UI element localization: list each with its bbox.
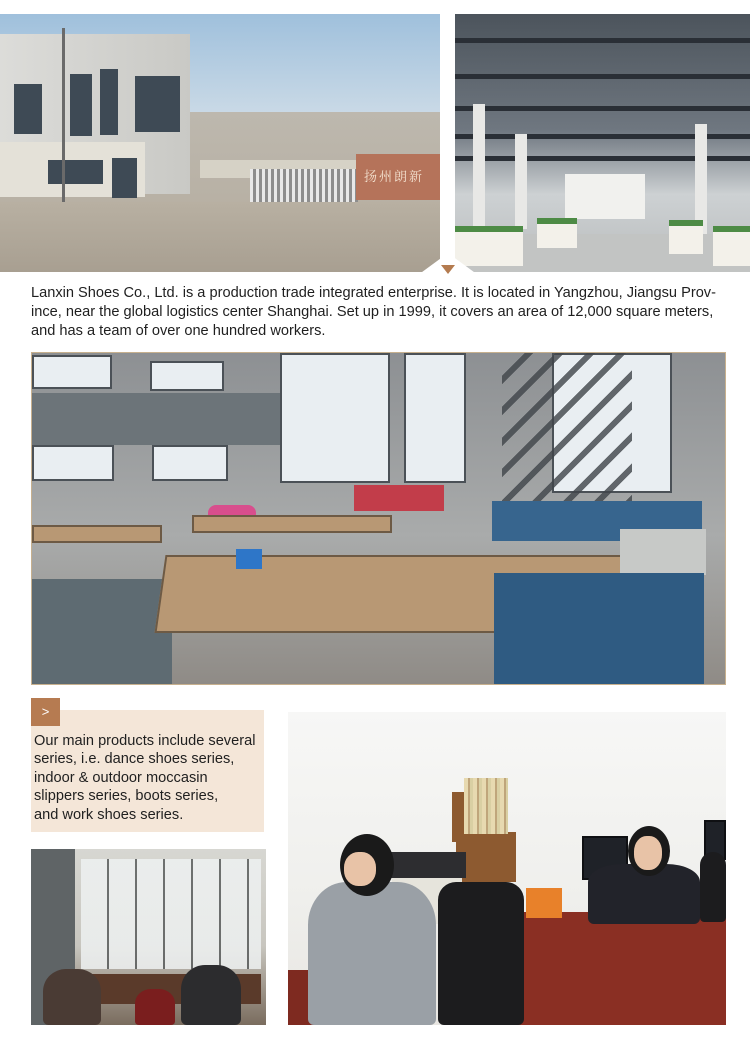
company-intro-paragraph [31,284,731,341]
warehouse-interior-photo [455,14,750,272]
workshop-photo [31,352,726,685]
planter-box [669,220,703,254]
person-face [344,852,376,886]
workshop-window [32,445,114,481]
file-holder [452,792,464,842]
products-line: series, i.e. dance shoes series, [34,751,235,768]
products-description [34,732,262,824]
file-folders [464,778,508,834]
roof-truss [455,106,750,111]
worker-person [181,965,241,1025]
warehouse-end-wall [565,174,645,219]
person-face [634,836,662,870]
intro-line: ince, near the global logistics center Shanghai. Set up in 1999, it covers an area of 12,000 square meters, [31,304,714,320]
workshop-window [150,361,224,391]
building-door [112,158,137,198]
building-window [100,69,118,135]
warehouse-pillar [473,104,485,244]
showroom-photo [31,849,266,1025]
warehouse-pillar [515,134,527,229]
work-table [192,515,392,533]
factory-gate [250,169,358,203]
press-machine-base [494,573,704,685]
press-machine-head [620,529,706,575]
wall-panel [32,393,280,445]
factory-exterior-photo [0,14,440,272]
worker-person [43,969,101,1025]
office-chair [700,852,726,922]
work-table [32,525,162,543]
roof-truss [455,74,750,79]
pointer-arrow-icon [441,265,455,274]
warehouse-pillar [695,124,707,234]
red-machine [354,485,444,511]
intro-line: and has a team of over one hundred workers. [31,323,326,339]
metal-stairs [502,353,632,503]
building-window [14,84,42,134]
products-line: indoor & outdoor moccasin [34,769,208,786]
workshop-window [152,445,228,481]
person-seated [308,882,436,1025]
orange-folder [526,888,562,918]
shoe-display [135,989,175,1025]
printer-top [386,852,466,878]
roof-truss [455,38,750,43]
building-window [70,74,92,136]
office-photo [288,712,726,1025]
workshop-window [404,353,466,483]
factory-yard [0,202,440,272]
intro-line: Lanxin Shoes Co., Ltd. is a production trade integrated enterprise. It is located in Yangzhou, Jiangsu Prov- [31,285,716,301]
products-line: Our main products include several [34,733,256,749]
factory-sign-text: 扬州朗新 [364,170,425,185]
planter-box [537,218,577,248]
planter-box [713,226,750,266]
work-bench [32,579,172,685]
products-line: slippers series, boots series, [34,788,219,805]
glass-partition [81,859,261,969]
building-window [48,160,103,184]
building-window [135,76,180,132]
factory-sign [356,154,440,200]
products-line: and work shoes series. [34,806,184,823]
office-chair [438,882,524,1025]
workshop-window [280,353,390,483]
workshop-window [32,355,112,389]
office-desk [506,912,726,1025]
street-lamp [62,28,65,208]
blue-crate [236,549,262,569]
chevron-right-icon: > [31,698,60,726]
